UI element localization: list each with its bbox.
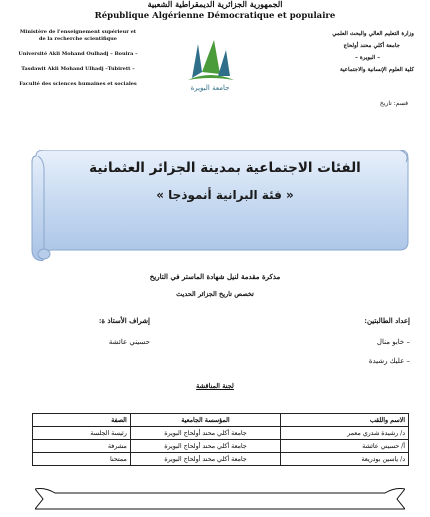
city-ar: – البويرة – <box>355 55 380 61</box>
table-cell: د/ ياسين بودريعة <box>281 453 409 466</box>
left-header <box>18 29 138 96</box>
student-name: خابو منال <box>376 338 405 346</box>
memo-statement: مذكرة مقدمة لنيل شهادة الماستر في التاريخ <box>149 272 281 281</box>
table-cell: جامعة أكلي محند أولحاج البويرة <box>130 427 280 440</box>
university-ar: جامعة أكلي محند أولحاج <box>343 43 400 49</box>
university-logo-icon <box>180 36 240 94</box>
supervisor-label: إشراف الأستاذ ة: <box>98 316 150 325</box>
faculty-ar: كلية العلوم الإنسانية والاجتماعية <box>340 67 414 73</box>
table-row <box>33 440 409 453</box>
table-cell: جامعة أكلي محند أولحاج البويرة <box>130 440 280 453</box>
republic-arabic: الجمهورية الجزائرية الديمقراطية الشعبية <box>147 0 283 9</box>
supervisor-name: حسيني عائشة <box>108 338 150 346</box>
table-cell: ممتحنا <box>33 453 131 466</box>
table-cell: رئيسة الجلسة <box>33 427 131 440</box>
students-label: إعداد الطالبتين: <box>364 316 410 325</box>
thesis-subtitle: « فئة البرانية أنموذجا » <box>156 188 294 202</box>
column-header: المؤسسة الجامعية <box>130 414 280 427</box>
student-name: عليك رشيدة <box>368 357 405 365</box>
table-row <box>33 427 409 440</box>
table-cell: د/ رشيدة شدري معمر <box>281 427 409 440</box>
faculty-fr: Faculté des sciences humaines et sociales <box>19 81 137 87</box>
table-cell: مشرفة <box>33 440 131 453</box>
thesis-title: الفئات الاجتماعية بمدينة الجزائر العثمانية <box>89 160 361 176</box>
department-label: قسم: تاريخ <box>379 100 408 107</box>
jury-table <box>32 413 409 466</box>
university-fr: Université Akli Mohand Oulhadj – Bouira – <box>18 51 138 57</box>
student-item <box>300 357 410 365</box>
specialty-statement: تخصص تاريخ الجزائر الحديث <box>176 290 254 298</box>
ministry-ar: وزارة التعليم العالي والبحث العلمي <box>332 31 414 37</box>
bottom-ribbon-frame <box>35 487 405 517</box>
student-item <box>300 338 410 346</box>
logo-caption: جامعة البويرة <box>190 84 230 92</box>
table-header-row <box>33 414 409 427</box>
column-header: الصفة <box>33 414 131 427</box>
ministry-fr: Ministère de l'enseignement supérieur et de la recherche scientifique <box>19 29 137 42</box>
table-cell: أ/ حسيني عائشة <box>281 440 409 453</box>
dash-icon: – <box>404 357 410 365</box>
dash-icon: – <box>404 338 410 346</box>
table-row <box>33 453 409 466</box>
right-header <box>290 30 414 78</box>
university-kabyle: Tasdawit Akli Mohand Ulhadj –Tubirett – <box>21 66 135 72</box>
jury-title: لجنة المناقشة <box>196 382 234 390</box>
column-header: الاسم واللقب <box>281 414 409 427</box>
republic-french: République Algérienne Démocratique et populaire <box>94 11 336 21</box>
table-cell: جامعة أكلي محند أولحاج البويرة <box>130 453 280 466</box>
